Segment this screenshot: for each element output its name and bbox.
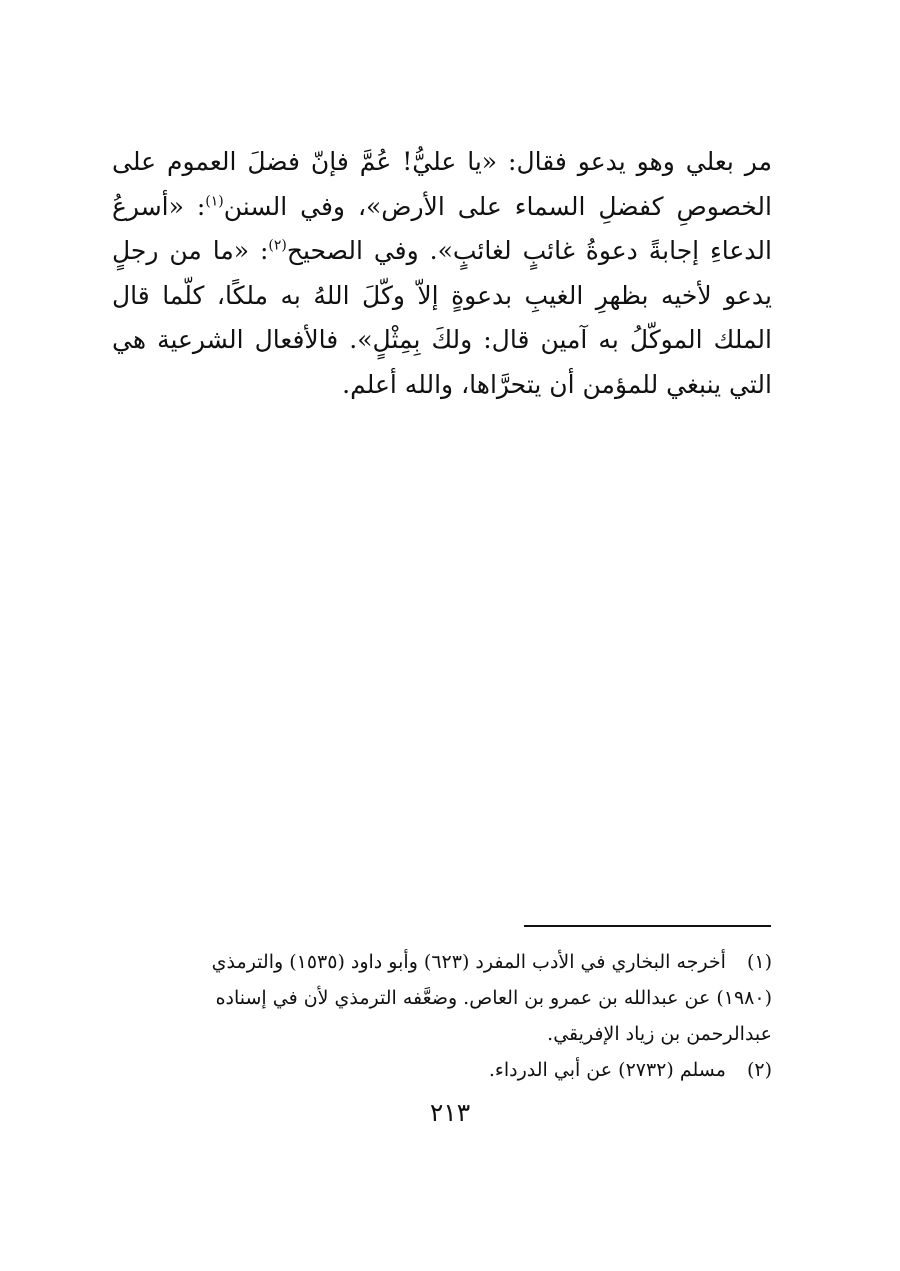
text-line-1: مر بعلي وهو يدعو فقال: «يا عليُّ! عُمَّ فإنّ فضلَ العموم على xyxy=(112,147,772,176)
footnote-ref-1: (١) xyxy=(205,193,224,210)
text-line-3-start: الدعاءِ إجابةً دعوةُ غائبٍ لغائبٍ». وفي الصحيح xyxy=(286,236,772,265)
main-text xyxy=(112,140,772,407)
footnote-1-line-3 xyxy=(116,1016,772,1052)
text-line-2-end: : «أسرعُ xyxy=(112,191,206,221)
footnote-ref-2: (٢) xyxy=(268,237,287,254)
footnote-2 xyxy=(116,1052,772,1088)
footnote-1-line-1 xyxy=(116,944,772,980)
footnote-1-text-3: عبدالرحمن بن زياد الإفريقي. xyxy=(547,1023,772,1045)
footnote-1-line-2 xyxy=(116,980,772,1016)
text-line-3 xyxy=(112,229,772,274)
text-line-3-end: : «ما من رجلٍ xyxy=(112,236,269,265)
text-line-2-start: الخصوصِ كفضلِ السماء على الأرض»، وفي السنن xyxy=(223,191,772,221)
footnote-1-text-2: (١٩٨٠) عن عبدالله بن عمرو بن العاص. وضعَّفه الترمذي لأن في إسناده xyxy=(215,987,772,1009)
footnote-2-number: (٢) xyxy=(746,1059,772,1081)
text-line-2 xyxy=(112,185,772,230)
footnote-2-line-1 xyxy=(116,1052,772,1088)
footnote-separator xyxy=(524,925,771,927)
footnote-1 xyxy=(116,944,772,1052)
footnote-2-text-1: مسلم (٢٧٣٢) عن أبي الدرداء. xyxy=(488,1059,726,1081)
footnote-1-text-1: أخرجه البخاري في الأدب المفرد (٦٢٣) وأبو داود (١٥٣٥) والترمذي xyxy=(211,951,726,973)
text-line-5: الملك الموكّلُ به آمين قال: ولكَ بِمِثْلٍ». فالأفعال الشرعية هي xyxy=(112,325,772,354)
footnotes xyxy=(116,944,772,1088)
text-line-6: التي ينبغي للمؤمن أن يتحرَّاها، والله أعلم. xyxy=(342,369,772,399)
text-line-4: يدعو لأخيه بظهرِ الغيبِ بدعوةٍ إلاّ وكّلَ اللهُ به ملكًا، كلّما قال xyxy=(112,280,772,310)
footnote-1-number: (١) xyxy=(746,951,772,973)
page-number: ٢١٣ xyxy=(429,1098,471,1127)
